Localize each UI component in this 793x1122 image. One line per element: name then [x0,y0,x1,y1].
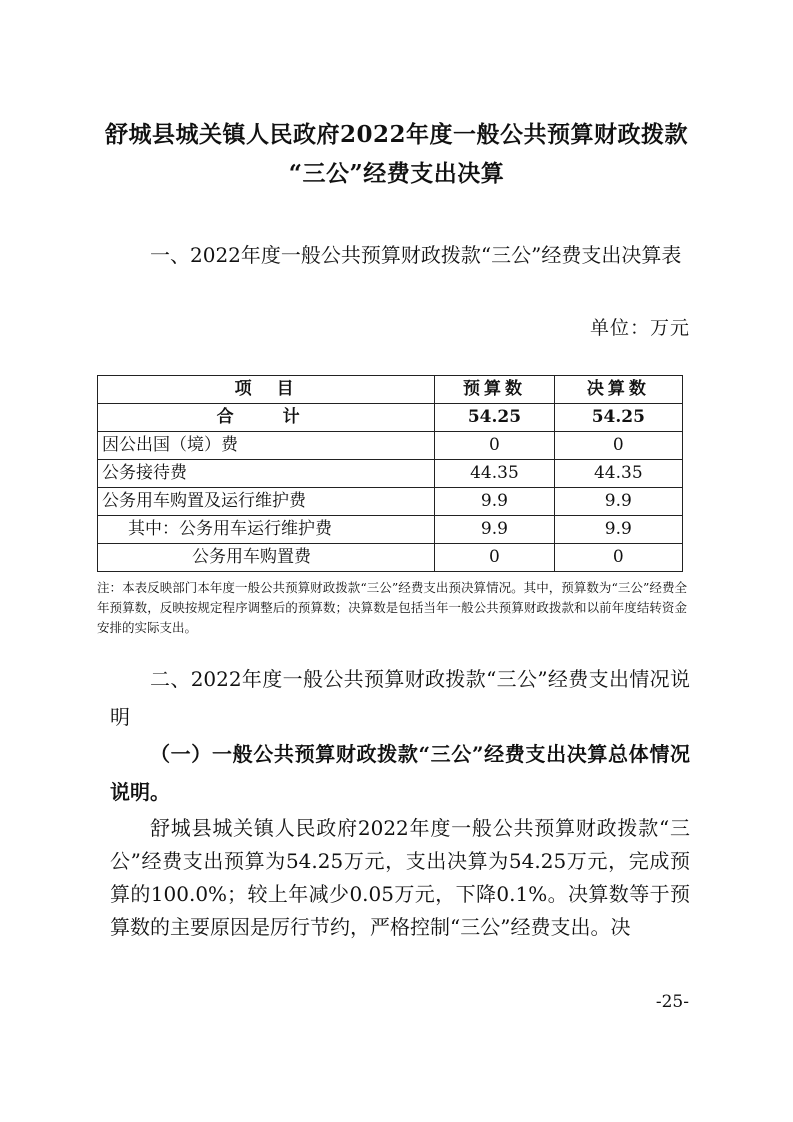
row-final: 9.9 [554,516,682,544]
row-budget: 54.25 [435,404,554,432]
section2-subheading: （一）一般公共预算财政拨款“三公”经费支出决算总体情况说明。 [110,742,690,804]
row-budget: 9.9 [435,516,554,544]
table-row [98,432,683,460]
row-item: 其中：公务用车运行维护费 [98,516,435,544]
section1-heading: 一、2022年度一般公共预算财政拨款“三公”经费支出决算表 [150,243,682,267]
table-row [98,516,683,544]
three-public-expenses-table [97,375,683,572]
unit-label: 单位：万元 [589,317,690,339]
row-final: 9.9 [554,488,682,516]
row-budget: 44.35 [435,460,554,488]
section2-heading: 二、2022年度一般公共预算财政拨款“三公”经费支出情况说明 [110,667,690,729]
table-row [98,460,683,488]
header-item: 项 目 [98,376,435,404]
row-final: 0 [554,432,682,460]
row-budget: 0 [435,544,554,572]
row-item: 因公出国（境）费 [98,432,435,460]
table-row [98,488,683,516]
row-budget: 9.9 [435,488,554,516]
row-final: 54.25 [554,404,682,432]
table-row [98,544,683,572]
table-row [98,404,683,432]
row-budget: 0 [435,432,554,460]
row-item: 公务接待费 [98,460,435,488]
header-budget: 预算数 [435,376,554,404]
row-item: 公务用车购置及运行维护费 [98,488,435,516]
row-final: 0 [554,544,682,572]
document-title-line1: 舒城县城关镇人民政府2022年度一般公共预算财政拨款 [104,121,688,148]
table-header-row [98,376,683,404]
body-paragraph: 舒城县城关镇人民政府2022年度一般公共预算财政拨款“三公”经费支出预算为54.25万元，支出决算为54.25万元，完成预算的100.0%；较上年减少0.05万元，下降0.1%。决算数等于预算数的主要原因是厉行节约，严格控制“三公”经费支出。决 [110,816,690,939]
table-note: 注：本表反映部门本年度一般公共预算财政拨款“三公”经费支出预决算情况。其中，预算数为“三公”经费全年预算数，反映按规定程序调整后的预算数；决算数是包括当年一般公共预算财政拨款和以前年度结转资金安排的实际支出。 [97,580,687,635]
header-final: 决算数 [554,376,682,404]
row-item: 合 计 [98,404,435,432]
page-number: -25- [655,992,689,1012]
row-item: 公务用车购置费 [98,544,435,572]
document-title-line2: “三公”经费支出决算 [288,160,505,187]
row-final: 44.35 [554,460,682,488]
